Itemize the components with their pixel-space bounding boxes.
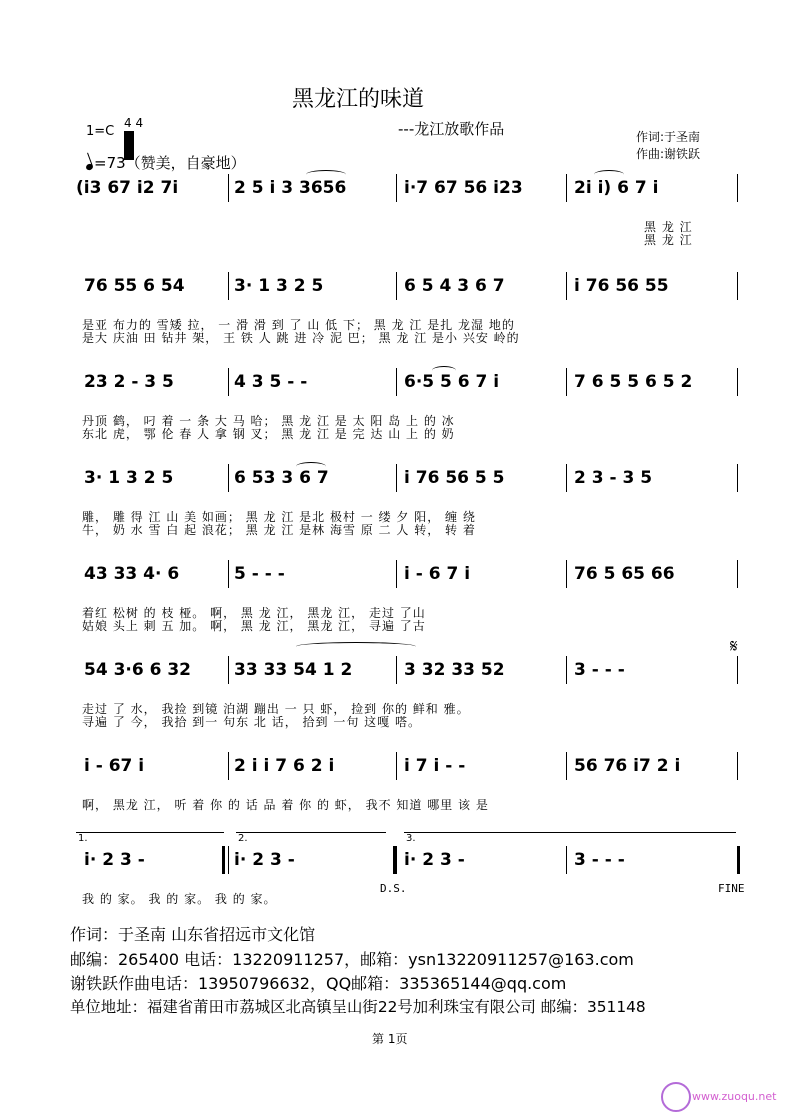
meter-top: 4 xyxy=(124,116,132,130)
measure-notes: 2 3 - 3 5 xyxy=(574,468,653,488)
measure-notes: 3· 1 3 2 5 xyxy=(84,468,174,488)
bar-line xyxy=(737,656,738,684)
slur-mark xyxy=(306,170,346,179)
measure-notes: i· 2 3 - xyxy=(84,850,145,870)
bar-line xyxy=(228,560,229,588)
measure-notes: 43 33 4· 6 xyxy=(84,564,180,584)
volta-1: 1. xyxy=(76,832,224,843)
measure-notes: i 76 56 55 xyxy=(574,276,669,296)
lyric-line-1: 是亚 布力的 雪矮 拉， 一 滑 滑 到 了 山 低 下； 黑 龙 江 是扎 龙湿 地的 xyxy=(82,318,515,332)
lyricist-credit: 作词:于圣南 xyxy=(636,130,701,144)
measure-notes: 2i i) 6 7 i xyxy=(574,178,659,198)
measure-notes: i· 2 3 - xyxy=(404,850,465,870)
repeat-bar xyxy=(393,846,396,874)
bar-line xyxy=(566,464,567,492)
bar-line xyxy=(396,464,397,492)
bar-line xyxy=(228,846,229,874)
bar-line xyxy=(566,752,567,780)
repeat-bar xyxy=(222,846,225,874)
bar-line xyxy=(566,846,567,874)
bar-line xyxy=(737,560,738,588)
measure-notes: 6 5 4 3 6 7 xyxy=(404,276,505,296)
bar-line xyxy=(737,752,738,780)
meter-bottom: 4 xyxy=(135,116,144,130)
bar-line xyxy=(228,464,229,492)
bar-line xyxy=(566,560,567,588)
time-signature xyxy=(124,115,143,131)
bar-line xyxy=(396,752,397,780)
measure-notes: 3 - - - xyxy=(574,850,625,870)
bar-line xyxy=(566,174,567,202)
lyric-line-2: 寻遍 了 今， 我拾 到一 句东 北 话， 拾到 一句 这嘎 嗒。 xyxy=(82,715,421,729)
watermark-logo-icon xyxy=(661,1082,691,1112)
measure-notes: (i3 67 i2 7i xyxy=(76,178,179,198)
lyric-line-1: 黑 龙 江 xyxy=(644,220,693,234)
bar-line xyxy=(396,272,397,300)
page-number: 第 1页 xyxy=(372,1032,408,1046)
bar-line xyxy=(566,272,567,300)
lyric-line-2: 牛， 奶 水 雪 白 起 浪花； 黑 龙 江 是林 海雪 原 二 人 转， 转 着 xyxy=(82,523,476,537)
composer-credit: 作曲:谢铁跃 xyxy=(636,147,701,161)
lyric-line-2: 黑 龙 江 xyxy=(644,233,693,247)
lyric-line-2: 是大 庆油 田 钻井 架， 王 铁 人 跳 进 冷 泥 巴； 黑 龙 江 是小 兴安 岭的 xyxy=(82,331,520,345)
bar-line xyxy=(228,174,229,202)
bar-line xyxy=(396,560,397,588)
bar-line xyxy=(566,656,567,684)
slur-mark xyxy=(594,170,624,179)
bar-line xyxy=(228,656,229,684)
volta-2: 2. xyxy=(236,832,386,843)
key-signature: 1=C xyxy=(86,124,115,139)
bar-line xyxy=(228,272,229,300)
slur-mark xyxy=(296,642,416,651)
bar-line xyxy=(228,368,229,396)
bar-line xyxy=(737,846,740,874)
footer-line-2: 邮编：265400 电话：13220911257，邮箱：ysn13220911257@163.com xyxy=(70,950,634,969)
segno-icon: 𝄋 xyxy=(730,636,738,657)
bar-line xyxy=(396,656,397,684)
measure-notes: 76 5 65 66 xyxy=(574,564,675,584)
watermark-text: www.zuoqu.net xyxy=(692,1090,777,1103)
song-title: 黑龙江的味道 xyxy=(292,87,425,112)
lyric-line-2: 东北 虎， 鄂 伦 春 人 拿 钢 叉； 黑 龙 江 是 完 达 山 上 的 奶 xyxy=(82,427,455,441)
footer-line-3: 谢铁跃作曲电话：13950796632，QQ邮箱：335365144@qq.com xyxy=(70,974,567,993)
lyric-line-1: 我 的 家。 我 的 家。 我 的 家。 xyxy=(82,892,277,906)
lyric-line-1: 啊， 黑龙 江， 听 着 你 的 话 品 着 你 的 虾， 我不 知道 哪里 该 是 xyxy=(82,798,489,812)
tempo-marking: =73（赞美，自豪地） xyxy=(86,152,246,173)
song-subtitle: ---龙江放歌作品 xyxy=(398,120,505,138)
slur-mark xyxy=(296,462,326,471)
bar-line xyxy=(566,368,567,396)
bar-line xyxy=(737,272,738,300)
measure-notes: 4 3 5 - - xyxy=(234,372,308,392)
measure-notes: i·7 67 56 i23 xyxy=(404,178,523,198)
slur-mark xyxy=(432,366,456,375)
bar-line xyxy=(228,752,229,780)
bar-line xyxy=(396,368,397,396)
measure-notes: 2 i i 7 6 2 i xyxy=(234,756,335,776)
bar-line xyxy=(737,174,738,202)
lyric-line-1: 走过 了 水， 我捡 到镜 泊湖 蹦出 一 只 虾， 捡到 你的 鲜和 雅。 xyxy=(82,702,470,716)
measure-notes: i 76 56 5 5 xyxy=(404,468,505,488)
bar-line xyxy=(396,174,397,202)
measure-notes: 76 55 6 54 xyxy=(84,276,185,296)
footer-line-4: 单位地址：福建省莆田市荔城区北高镇呈山街22号加利珠宝有限公司 邮编：351148 xyxy=(70,998,646,1016)
lyric-line-1: 着红 松树 的 枝 桠。 啊， 黑 龙 江， 黑龙 江， 走过 了山 xyxy=(82,606,426,620)
bar-line xyxy=(737,368,738,396)
quarter-note-icon xyxy=(85,163,94,171)
volta-3: 3. xyxy=(404,832,736,843)
ds-marking: D.S. xyxy=(380,882,407,895)
measure-notes: 33 33 54 1 2 xyxy=(234,660,353,680)
bar-line xyxy=(396,846,397,874)
measure-notes: 56 76 i7 2 i xyxy=(574,756,681,776)
measure-notes: 2 5 i 3 3656 xyxy=(234,178,347,198)
measure-notes: 6·5 5 6 7 i xyxy=(404,372,500,392)
measure-notes: 54 3·6 6 32 xyxy=(84,660,192,680)
measure-notes: i· 2 3 - xyxy=(234,850,295,870)
lyric-line-1: 雕， 雕 得 江 山 美 如画； 黑 龙 江 是北 极村 一 缕 夕 阳， 缠 绕 xyxy=(82,510,476,524)
bar-line xyxy=(737,464,738,492)
fine-marking: FINE xyxy=(718,882,745,895)
measure-notes: 3 - - - xyxy=(574,660,625,680)
measure-notes: 3 32 33 52 xyxy=(404,660,505,680)
measure-notes: 6 53 3 6 7 xyxy=(234,468,329,488)
footer-line-1: 作词：于圣南 山东省招远市文化馆 xyxy=(70,925,316,944)
measure-notes: 3· 1 3 2 5 xyxy=(234,276,324,296)
measure-notes: 5 - - - xyxy=(234,564,285,584)
measure-notes: i - 6 7 i xyxy=(404,564,471,584)
measure-notes: i 7 i - - xyxy=(404,756,466,776)
measure-notes: 7 6 5 5 6 5 2 xyxy=(574,372,693,392)
measure-notes: 23 2 - 3 5 xyxy=(84,372,174,392)
lyric-line-2: 姑娘 头上 刺 五 加。 啊， 黑 龙 江， 黑龙 江， 寻遍 了古 xyxy=(82,619,426,633)
lyric-line-1: 丹顶 鹤， 叼 着 一 条 大 马 哈； 黑 龙 江 是 太 阳 岛 上 的 冰 xyxy=(82,414,455,428)
measure-notes: i - 67 i xyxy=(84,756,145,776)
